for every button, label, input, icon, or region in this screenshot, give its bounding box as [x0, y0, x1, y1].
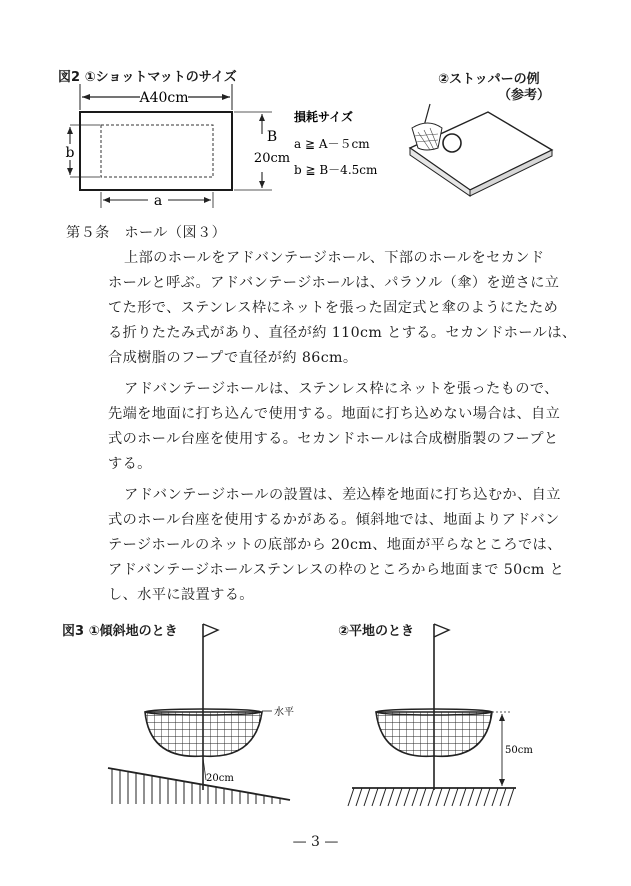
- article-heading: 第５条 ホール（図３）: [66, 225, 227, 241]
- body-line: ホールと呼ぶ。アドバンテージホールは、パラソル（傘）を逆さに立: [108, 275, 560, 291]
- flat-setup: [348, 624, 533, 806]
- dim-a-outer-label: A40cm: [139, 90, 189, 106]
- slope-setup: [108, 624, 294, 804]
- wear-rule-a: a ≧ A－５cm: [294, 137, 370, 151]
- figure3-title-flat: ②平地のとき: [338, 624, 415, 639]
- body-line: アドバンテージホールの設置は、差込棒を地面に打ち込むか、自立: [124, 487, 561, 503]
- net-basket: [145, 712, 262, 756]
- body-line: る折りたたみ式があり、直径が約 110cm とする。セカンドホールは、: [108, 325, 577, 341]
- page-number: — 3 —: [292, 834, 339, 850]
- body-line: 式のホール台座を使用する。セカンドホールは合成樹脂製のフープと: [108, 431, 559, 447]
- body-line: し、水平に設置する。: [108, 587, 254, 603]
- wear-size-title: 損耗サイズ: [294, 110, 354, 124]
- body-line: アドバンテージホールは、ステンレス枠にネットを張ったもので、: [124, 381, 559, 397]
- body-line: 合成樹脂のフープで直径が約 86cm。: [108, 350, 358, 366]
- figure2-title: 図2 ①ショットマットのサイズ: [58, 70, 237, 85]
- dim-b-outer-value: 20cm: [253, 151, 291, 166]
- label-20cm: 20cm: [206, 773, 234, 784]
- mat-outer-rect: [80, 112, 232, 190]
- mat-inner-rect: [101, 125, 213, 177]
- body-line: 式のホール台座を使用するかがある。傾斜地では、地面よりアドバン: [108, 512, 560, 528]
- body-line: テージホールのネットの底部から 20cm、地面が平らなところでは、: [108, 537, 562, 553]
- net-basket: [376, 712, 492, 756]
- body-line: てた形で、ステンレス枠にネットを張った固定式と傘のようにたため: [108, 300, 559, 316]
- shot-mat-diagram: [0, 0, 631, 230]
- dim-b-inner-label: b: [65, 145, 75, 161]
- hole-installation-diagram: [0, 610, 631, 830]
- body-line: 上部のホールをアドバンテージホール、下部のホールをセカンド: [124, 250, 545, 266]
- dim-b-outer-letter: B: [266, 129, 278, 145]
- figure3-title-slope: 図3 ①傾斜地のとき: [62, 624, 178, 639]
- body-line: する。: [108, 456, 152, 472]
- body-line: 先端を地面に打ち込んで使用する。地面に打ち込めない場合は、自立: [108, 406, 561, 422]
- flag-icon: [434, 624, 449, 637]
- stopper-title: ②ストッパーの例: [438, 72, 540, 87]
- label-horizontal: 水平: [274, 707, 294, 718]
- wear-rule-b: b ≧ B－4.5cm: [294, 163, 378, 177]
- dim-a-inner-label: a: [153, 193, 163, 209]
- sloped-ground: [108, 768, 290, 800]
- flag-icon: [203, 624, 218, 637]
- stopper-subtitle: （参考）: [498, 88, 551, 103]
- body-line: アドバンテージホールステンレスの枠のところから地面まで 50cm と: [108, 562, 565, 578]
- label-50cm: 50cm: [505, 745, 533, 756]
- stopper-illustration: [410, 104, 552, 196]
